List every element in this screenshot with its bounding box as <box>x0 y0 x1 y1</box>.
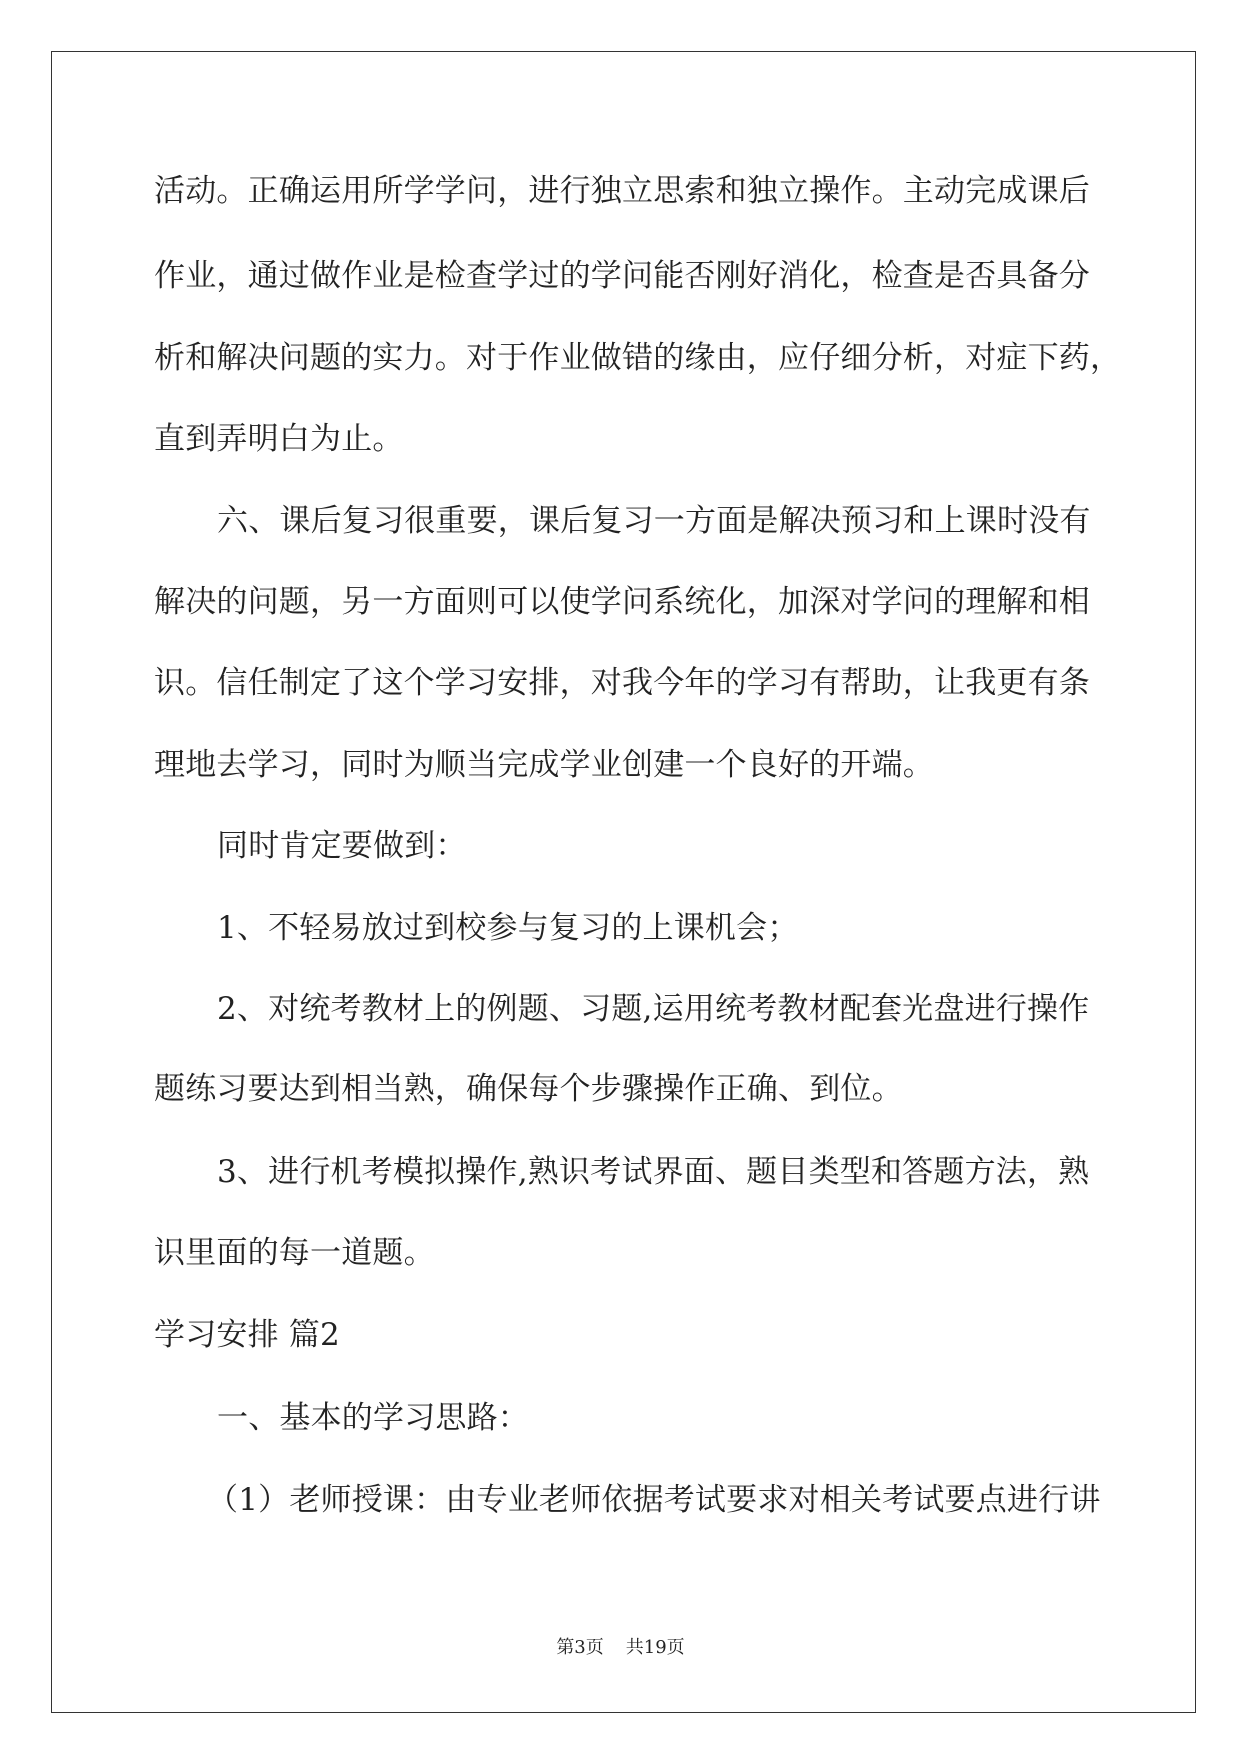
page-border <box>51 51 1196 1713</box>
paragraph-line: 解决的问题，另一方面则可以使学问系统化，加深对学问的理解和相 <box>154 584 1090 620</box>
paragraph-line: 识里面的每一道题。 <box>154 1235 435 1271</box>
paragraph-line: 六、课后复习很重要，课后复习一方面是解决预习和上课时没有 <box>217 503 1091 539</box>
section-paragraph-line: 一、基本的学习思路： <box>217 1400 529 1436</box>
page-total: 共19页 <box>625 1637 685 1658</box>
list-item-2: 2、对统考教材上的例题、习题,运用统考教材配套光盘进行操作 <box>217 991 1090 1027</box>
paragraph-line: 识。信任制定了这个学习安排，对我今年的学习有帮助，让我更有条 <box>154 665 1090 701</box>
paragraph-line: 同时肯定要做到： <box>217 828 467 864</box>
section-paragraph-line: （1）老师授课：由专业老师依据考试要求对相关考试要点进行讲 <box>207 1482 1101 1518</box>
paragraph-line: 直到弄明白为止。 <box>154 421 404 457</box>
page-number: 第3页 <box>556 1637 604 1658</box>
list-item-1: 1、不轻易放过到校参与复习的上课机会； <box>217 910 799 946</box>
page-footer <box>0 1636 1241 1660</box>
paragraph-line: 题练习要达到相当熟，确保每个步骤操作正确、到位。 <box>154 1071 903 1107</box>
list-item-3: 3、进行机考模拟操作,熟识考试界面、题目类型和答题方法，熟 <box>217 1154 1090 1190</box>
section-heading: 学习安排 篇2 <box>154 1317 340 1353</box>
paragraph-line: 活动。正确运用所学学问，进行独立思索和独立操作。主动完成课后 <box>154 173 1090 209</box>
paragraph-line: 作业，通过做作业是检查学过的学问能否刚好消化，检查是否具备分 <box>154 258 1090 294</box>
paragraph-line: 理地去学习，同时为顺当完成学业创建一个良好的开端。 <box>154 747 934 783</box>
paragraph-line: 析和解决问题的实力。对于作业做错的缘由，应仔细分析，对症下药， <box>154 340 1122 376</box>
